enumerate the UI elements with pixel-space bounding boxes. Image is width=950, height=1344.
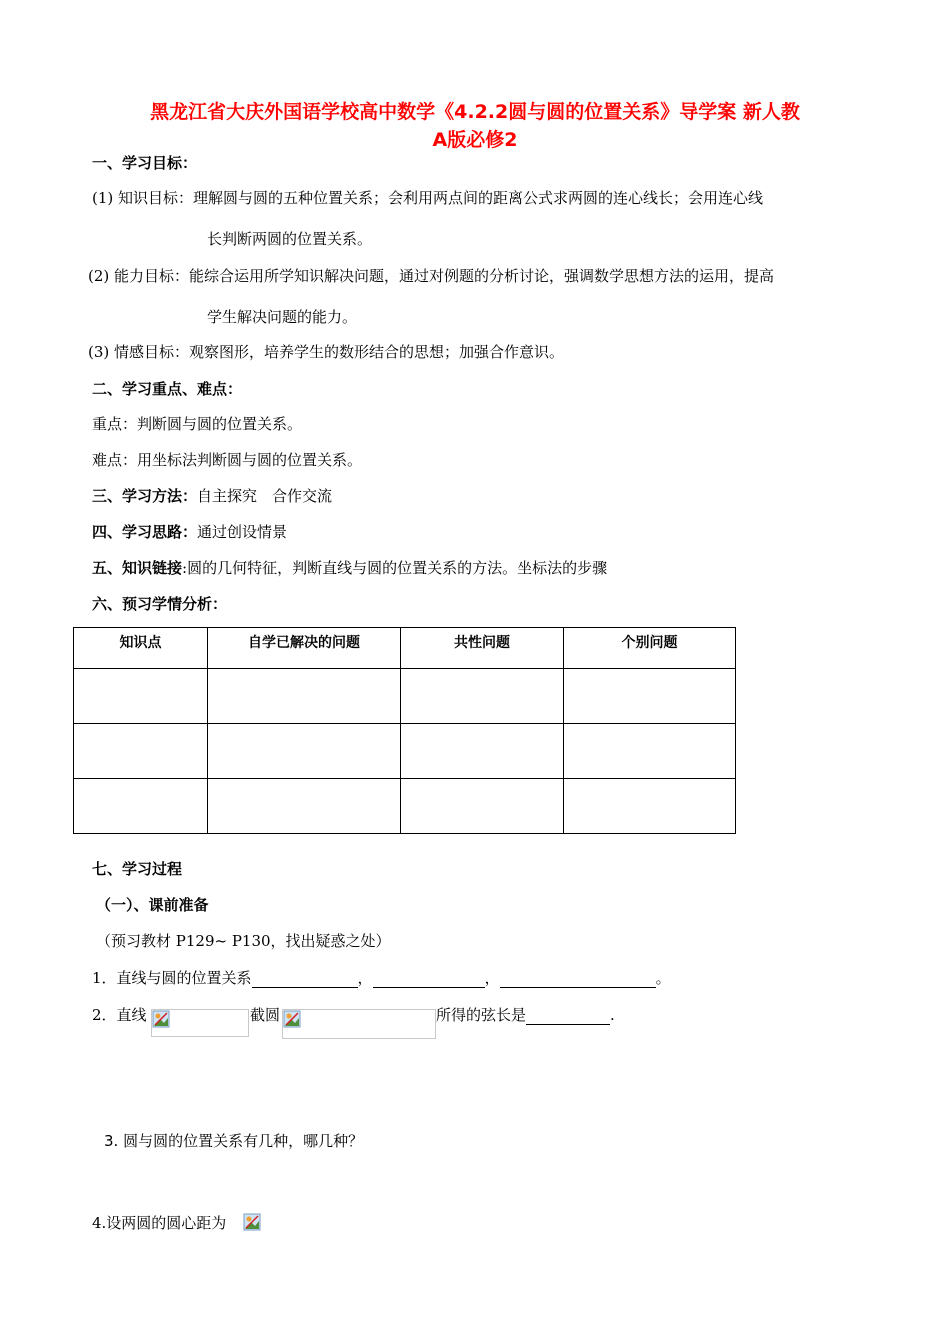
section-1-heading: 一、学习目标： (92, 154, 198, 172)
preview-analysis-table (73, 627, 736, 834)
table-cell (401, 669, 564, 724)
goal-2-text: 能综合运用所学知识解决问题，通过对例题的分析讨论，强调数学思想方法的运用，提高 (189, 267, 775, 285)
section-2-heading: 二、学习重点、难点： (92, 380, 243, 398)
line-equation-image (151, 1009, 249, 1037)
table-row (74, 779, 736, 834)
focus-point: 重点：判断圆与圆的位置关系。 (92, 415, 303, 433)
table-cell (208, 779, 401, 834)
goal-1 (92, 188, 763, 208)
question-3: 3. 圆与圆的位置关系有几种，哪几种？ (104, 1132, 364, 1150)
title-line-1: 黑龙江省大庆外国语学校高中数学《4.2.2圆与圆的位置关系》导学案 新人教 (150, 101, 800, 123)
section-4-heading: 四、学习思路： (92, 523, 198, 541)
table-row (74, 724, 736, 779)
question-1 (92, 968, 671, 988)
goal-2 (88, 266, 774, 286)
goal-1-label: (1) 知识目标： (92, 189, 194, 207)
title-line-2: A版必修2 (432, 129, 518, 151)
goal-2-label: (2) 能力目标： (88, 267, 190, 285)
period: 。 (655, 969, 671, 987)
document-title (60, 98, 890, 154)
separator: ， (484, 969, 500, 987)
separator: ， (357, 969, 373, 987)
question-4: 4.设两圆的圆心距为 (92, 1214, 227, 1232)
table-cell (208, 669, 401, 724)
table-header-row (74, 628, 736, 669)
section-5-text: :圆的几何特征，判断直线与圆的位置关系的方法。坐标法的步骤 (182, 559, 608, 577)
question-2-num: 2．直线 (92, 1006, 147, 1024)
question-2-mid: 截圆 (250, 1006, 281, 1024)
broken-image-icon (283, 1010, 301, 1028)
table-cell (564, 779, 736, 834)
answer-blank (252, 971, 358, 988)
section-7-heading: 七、学习过程 (92, 860, 183, 878)
table-cell (74, 779, 208, 834)
question-2-end-text: 所得的弦长是 (436, 1006, 527, 1024)
table-cell (564, 669, 736, 724)
table-cell (564, 724, 736, 779)
section-6-heading: 六、预习学情分析： (92, 595, 228, 613)
table-cell (74, 724, 208, 779)
table-cell (208, 724, 401, 779)
circle-equation-image (282, 1009, 436, 1039)
goal-1-continued: 长判断两圆的位置关系。 (207, 230, 373, 248)
section-4-text: 通过创设情景 (197, 523, 288, 541)
section-3 (92, 486, 332, 506)
section-3-heading: 三、学习方法： (92, 487, 198, 505)
table-row (74, 669, 736, 724)
preview-note: （预习教材 P129~ P130，找出疑惑之处） (96, 932, 391, 950)
broken-image-icon (152, 1010, 170, 1028)
section-5-heading: 五、知识链接 (92, 559, 183, 577)
goal-1-text: 理解圆与圆的五种位置关系；会利用两点间的距离公式求两圆的连心线长；会用连心线 (193, 189, 764, 207)
goal-2-continued: 学生解决问题的能力。 (207, 308, 358, 326)
table-cell (401, 779, 564, 834)
question-1-text: 1．直线与圆的位置关系 (92, 969, 252, 987)
table-header-cell: 共性问题 (401, 628, 564, 669)
distance-symbol-image (243, 1213, 261, 1231)
answer-blank (526, 1008, 610, 1025)
table-header-cell: 自学已解决的问题 (208, 628, 401, 669)
table-cell (74, 669, 208, 724)
difficulty-point: 难点：用坐标法判断圆与圆的位置关系。 (92, 451, 363, 469)
answer-blank (373, 971, 485, 988)
subsection-prep-heading: （一）、课前准备 (96, 896, 209, 914)
answer-blank (500, 971, 656, 988)
table-header-cell: 知识点 (74, 628, 208, 669)
table-cell (401, 724, 564, 779)
section-5 (92, 558, 607, 578)
section-4 (92, 522, 287, 542)
period: . (610, 1006, 615, 1024)
section-3-text: 自主探究 合作交流 (197, 487, 333, 505)
table-header-cell: 个别问题 (564, 628, 736, 669)
goal-3: (3) 情感目标：观察图形，培养学生的数形结合的思想；加强合作意识。 (88, 343, 565, 361)
broken-image-icon (243, 1213, 261, 1231)
question-2-end (436, 1005, 615, 1025)
